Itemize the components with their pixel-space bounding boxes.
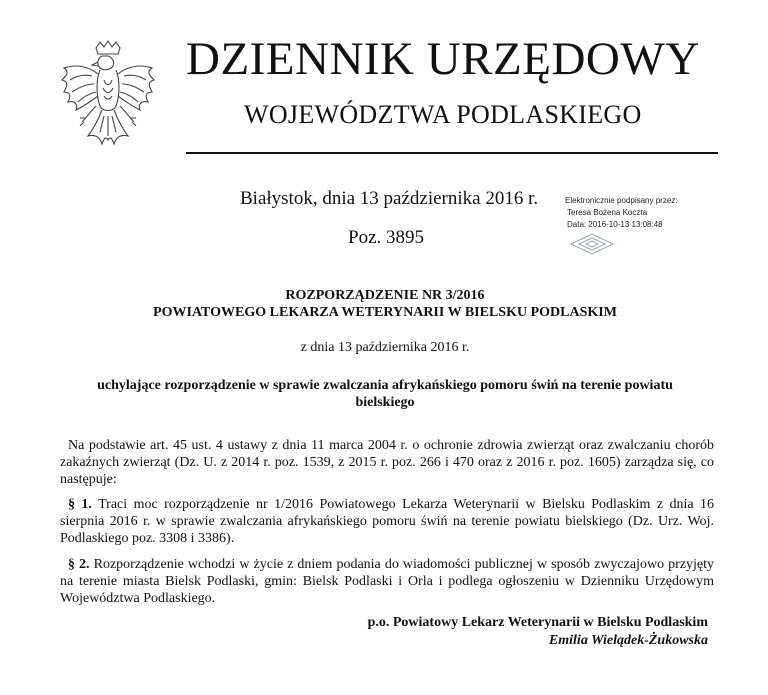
- act-subject: uchylające rozporządzenie w sprawie zwalczania afrykańskiego pomoru świń na terenie powiatu bielskiego: [97, 378, 673, 410]
- act-title-line1: ROZPORZĄDZENIE NR 3/2016: [285, 288, 485, 303]
- section-1: [60, 497, 714, 547]
- place-and-date: Białystok, dnia 13 października 2016 r.: [240, 188, 539, 209]
- section-mark: § 1.: [68, 497, 92, 512]
- signer-name: Teresa Bożena Koczta: [567, 208, 648, 217]
- signature-stamp-icon: [567, 231, 617, 257]
- journal-subtitle: WOJEWÓDZTWA PODLASKIEGO: [244, 100, 642, 129]
- intro-paragraph: Na podstawie art. 45 ust. 4 ustawy z dnia 11 marca 2004 r. o ochronie zdrowia zwierząt oraz zwalczaniu chorób zakaźnych zwierząt (Dz. U. z 2014 r. poz. 1539, z 2015 r. poz. 266 i 470 oraz z 2016 r. poz. 1605) zarządza się, co następuje:: [60, 438, 714, 487]
- journal-title: DZIENNIK URZĘDOWY: [186, 33, 700, 85]
- signatory-name: Emilia Wielądek-Żukowska: [548, 633, 708, 648]
- signatory-title: p.o. Powiatowy Lekarz Weterynarii w Bielsku Podlaskim: [367, 615, 708, 630]
- electronic-signature-info: [565, 195, 678, 231]
- header-divider: [186, 152, 718, 154]
- act-title-line2: POWIATOWEGO LEKARZA WETERYNARII W BIELSKU PODLASKIM: [153, 305, 617, 320]
- act-date: z dnia 13 października 2016 r.: [300, 340, 470, 355]
- signature-label: Elektronicznie podpisany przez:: [565, 196, 678, 205]
- section-text: Rozporządzenie wchodzi w życie z dniem podania do wiadomości publicznej w sposób zwyczajowo przyjęty na terenie miasta Bielsk Podlaski, gmin: Bielsk Podlaski i Orla i podlega ogłoszeniu w Dzienniku Urzędowym Województwa Podlaskiego.: [60, 557, 714, 606]
- section-mark: § 2.: [68, 557, 90, 572]
- signature-date: Data: 2016-10-13 13:08:48: [567, 220, 663, 229]
- section-text: Traci moc rozporządzenie nr 1/2016 Powiatowego Lekarza Weterynarii w Bielsku Podlaskim z dnia 16 sierpnia 2016 r. w sprawie zwalczania afrykańskiego pomoru świń na terenie powiatu bielskiego (Dz. Urz. Woj. Podlaskiego poz. 3308 i 3386).: [60, 497, 715, 546]
- eagle-emblem: [58, 40, 158, 160]
- section-2: [60, 557, 714, 607]
- position-number: Poz. 3895: [348, 227, 424, 248]
